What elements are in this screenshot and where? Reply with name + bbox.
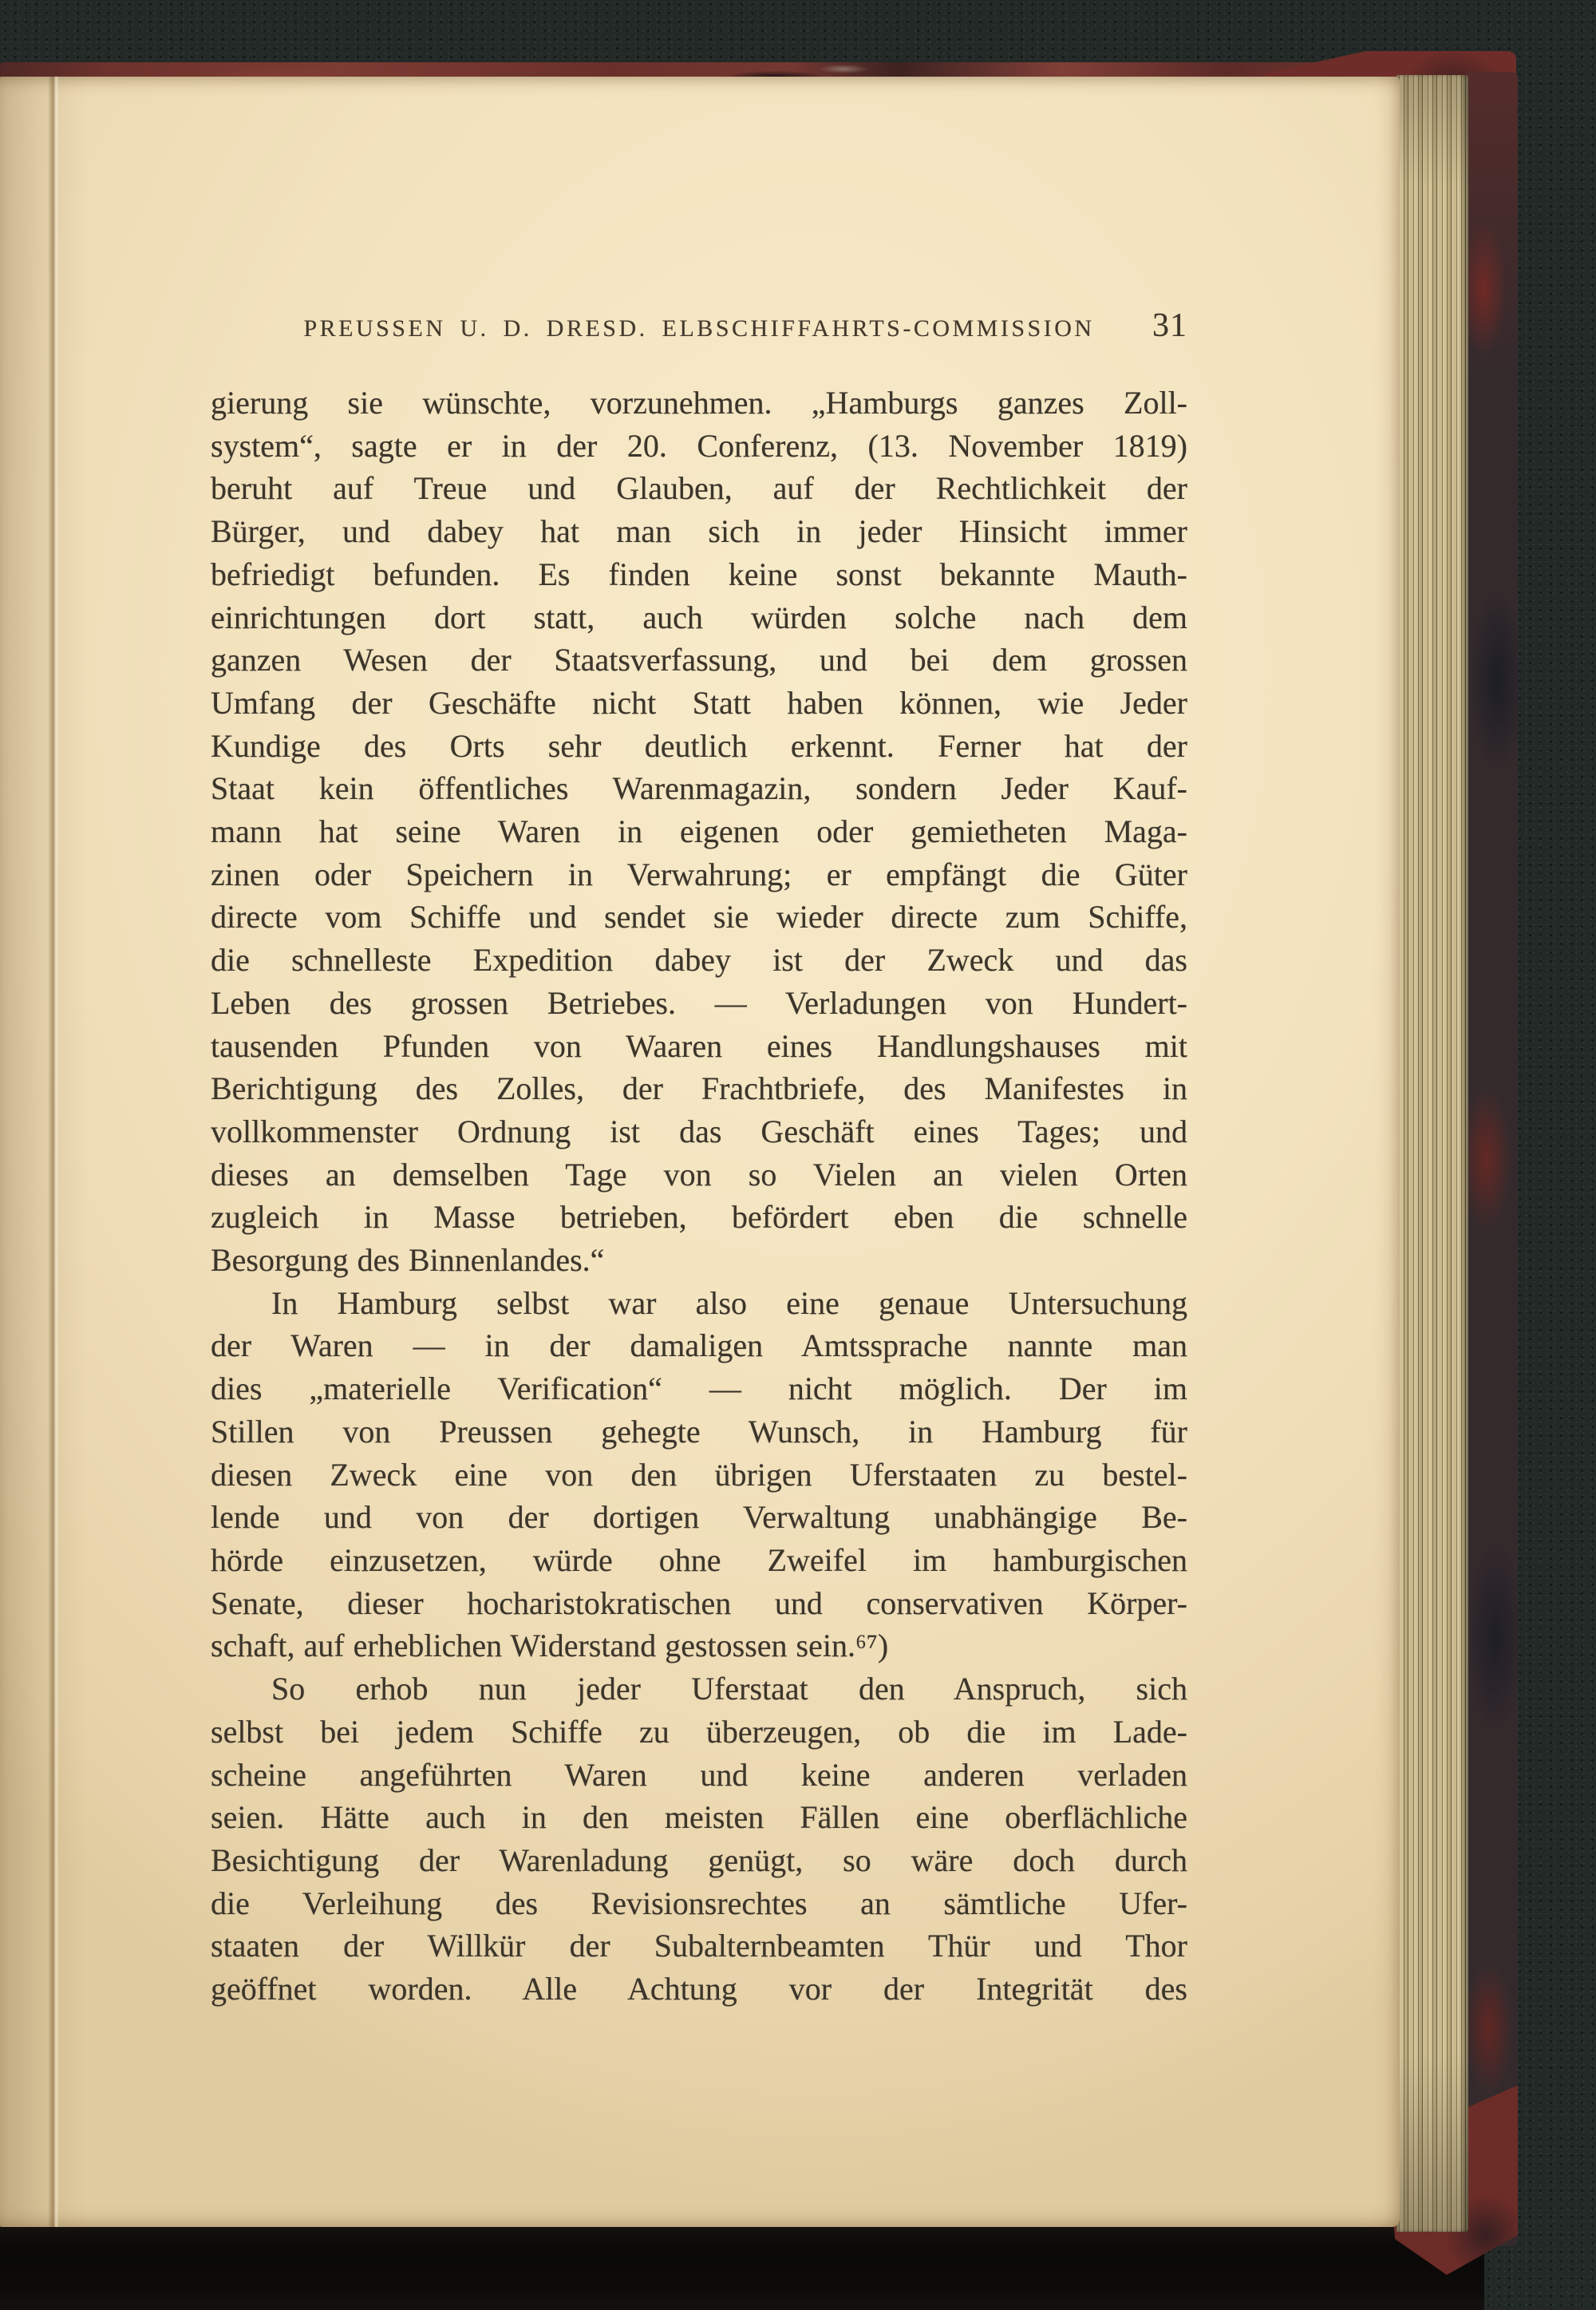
text-line: diesen Zweck eine von den übrigen Uferstaaten zu bestel- [211, 1456, 1187, 1493]
text-line: einrichtungen dort statt, auch würden solche nach dem [211, 599, 1187, 635]
book-page [0, 77, 1400, 2227]
text-line: hörde einzusetzen, würde ohne Zweifel im hamburgischen [211, 1541, 1187, 1578]
text-line: befriedigt befunden. Es finden keine sonst bekannte Mauth- [211, 556, 1187, 592]
text-line: die schnelleste Expedition dabey ist der Zweck und das [211, 942, 1187, 979]
page-body-text [211, 382, 1187, 2011]
page-gutter-crease [48, 77, 59, 2227]
running-header-title: PREUSSEN U. D. DRESD. ELBSCHIFFAHRTS-COMMISSION [303, 315, 1095, 342]
text-line: scheine angeführten Waren und keine anderen verladen [211, 1756, 1187, 1793]
text-line: Senate, dieser hocharistokratischen und conservativen Körper- [211, 1584, 1187, 1621]
text-line: Stillen von Preussen gehegte Wunsch, in Hamburg für [211, 1413, 1187, 1450]
text-line: So erhob nun jeder Uferstaat den Anspruch, sich [271, 1671, 1187, 1707]
text-line: system“, sagte er in der 20. Conferenz, (13. November 1819) [211, 427, 1187, 464]
page-number: 31 [1152, 307, 1187, 344]
text-line: Besichtigung der Warenladung genügt, so wäre doch durch [211, 1841, 1187, 1878]
text-line: schaft, auf erheblichen Widerstand gestossen sein.⁶⁷) [211, 1628, 889, 1664]
text-line: geöffnet worden. Alle Achtung vor der Integrität des [211, 1971, 1187, 2007]
text-line: der Waren — in der damaligen Amtssprache nannte man [211, 1327, 1187, 1364]
text-line: seien. Hätte auch in den meisten Fällen eine oberflächliche [211, 1799, 1187, 1836]
text-line: directe vom Schiffe und sendet sie wieder directe zum Schiffe, [211, 899, 1187, 935]
text-line: zugleich in Masse betrieben, befördert eben die schnelle [211, 1199, 1187, 1236]
text-line: selbst bei jedem Schiffe zu überzeugen, ob die im Lade- [211, 1713, 1187, 1750]
book-cover-marbled-right-edge [1465, 72, 1518, 2246]
page-gutter-shadow [0, 77, 88, 2227]
text-line: die Verleihung des Revisionsrechtes an sämtliche Ufer- [211, 1885, 1187, 1921]
page-header [211, 307, 1187, 348]
book-bottom-shadow [0, 2222, 1484, 2310]
text-line: Besorgung des Binnenlandes.“ [211, 1242, 605, 1279]
text-line: Umfang der Geschäfte nicht Statt haben können, wie Jeder [211, 684, 1187, 721]
text-line: mann hat seine Waren in eigenen oder gemietheten Maga- [211, 813, 1187, 850]
text-line: Leben des grossen Betriebes. — Verladungen von Hundert- [211, 984, 1187, 1021]
text-line: gierung sie wünschte, vorzunehmen. „Hamburgs ganzes Zoll- [211, 385, 1187, 421]
text-line: vollkommenster Ordnung ist das Geschäft eines Tages; und [211, 1113, 1187, 1149]
text-line: dieses an demselben Tage von so Vielen an vielen Orten [211, 1156, 1187, 1193]
text-line: staaten der Willkür der Subalternbeamten Thür und Thor [211, 1928, 1187, 1964]
text-line: Kundige des Orts sehr deutlich erkennt. Ferner hat der [211, 727, 1187, 764]
text-line: lende und von der dortigen Verwaltung unabhängige Be- [211, 1499, 1187, 1536]
text-line: Bürger, und dabey hat man sich in jeder Hinsicht immer [211, 513, 1187, 550]
text-line: In Hamburg selbst war also eine genaue Untersuchung [271, 1284, 1187, 1321]
text-line: dies „materielle Verification“ — nicht möglich. Der im [211, 1371, 1187, 1407]
text-line: zinen oder Speichern in Verwahrung; er empfängt die Güter [211, 856, 1187, 892]
text-line: tausenden Pfunden von Waaren eines Handlungshauses mit [211, 1027, 1187, 1064]
page-stack-fore-edge [1396, 75, 1468, 2232]
text-line: Berichtigung des Zolles, der Frachtbriefe, des Manifestes in [211, 1070, 1187, 1107]
text-line: ganzen Wesen der Staatsverfassung, und bei dem grossen [211, 642, 1187, 678]
text-line: beruht auf Treue und Glauben, auf der Rechtlichkeit der [211, 470, 1187, 507]
text-line: Staat kein öffentliches Warenmagazin, sondern Jeder Kauf- [211, 770, 1187, 807]
